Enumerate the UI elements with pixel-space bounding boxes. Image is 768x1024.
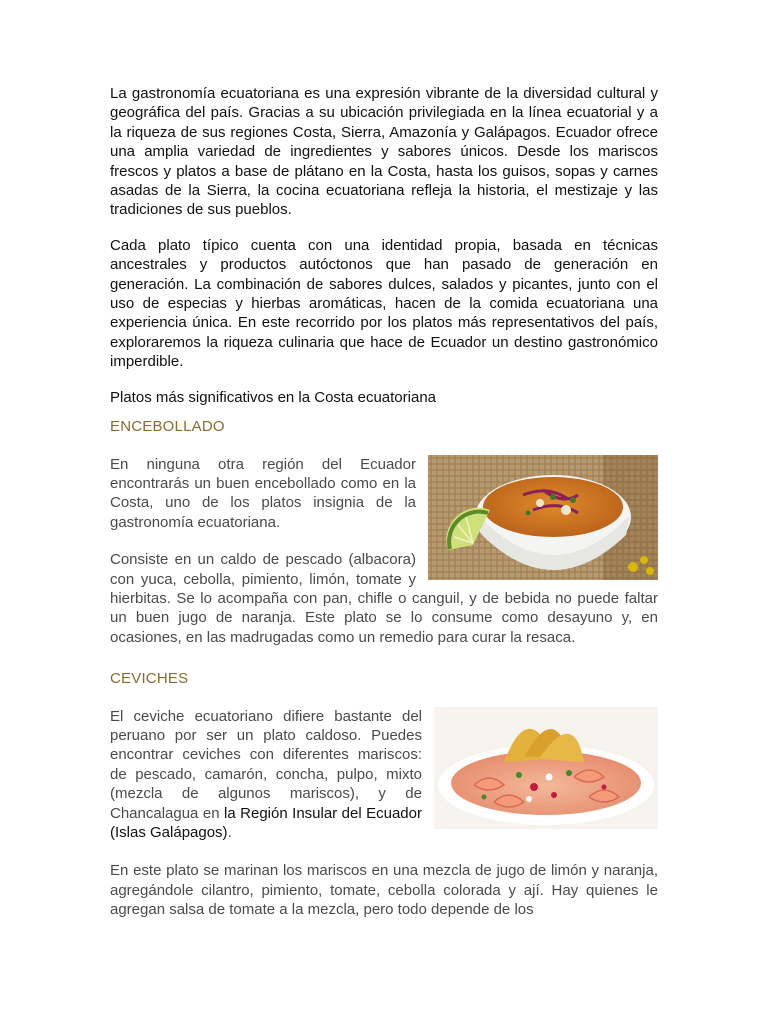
encebollado-title: ENCEBOLLADO bbox=[110, 418, 225, 436]
intro-paragraph-2: Cada plato típico cuenta con una identidad propia, basada en técnicas ancestrales y productos autóctonos que han pasado de generación en generación. La combinación de sabores dulces, salados y picantes, junto con el uso de especias y hierbas aromáticas, hacen de la comida ecuatoriana una experiencia única. En este recorrido por los platos más representativos del país, exploraremos la riqueza culinaria que hace de Ecuador un destino gastronómico imperdible. bbox=[110, 236, 658, 371]
encebollado-paragraph-1: En ninguna otra región del Ecuador encontrarás un buen encebollado como en la Costa, uno de los platos insignia de la gastronomía ecuatoriana. bbox=[110, 455, 416, 531]
encebollado-paragraph-2: Consiste en un caldo de pescado (albacora) con yuca, cebolla, pimiento, limón, tomate y hierbitas. Se lo acompaña con pan, chifle o canguil, y de bebida no puede faltar un buen jugo de naranja. Este plato se lo consume como desayuno y, en ocasiones, en las madrugadas como un remedio para curar la resaca. bbox=[110, 551, 658, 646]
section-subheading: Platos más significativos en la Costa ecuatoriana bbox=[110, 388, 437, 406]
ceviche-image bbox=[434, 707, 658, 829]
ceviches-title: CEVICHES bbox=[110, 670, 189, 688]
ceviches-paragraph-1-end: . bbox=[227, 824, 232, 841]
ceviches-paragraph-1-text: El ceviche ecuatoriano difiere bastante del peruano por ser un plato caldoso. Puedes encontrar ceviches con diferentes mariscos: de pescado, camarón, concha, pulpo, mixto (mezcla de algunos mariscos), y de Chancalagua en bbox=[110, 707, 422, 822]
document-page bbox=[110, 84, 658, 920]
ceviche-photo bbox=[434, 707, 658, 829]
encebollado-photo bbox=[428, 455, 658, 580]
ceviches-section bbox=[110, 707, 658, 920]
encebollado-section bbox=[110, 455, 658, 648]
encebollado-image bbox=[428, 455, 658, 580]
intro-paragraph-1: La gastronomía ecuatoriana es una expresión vibrante de la diversidad cultural y geográfica del país. Gracias a su ubicación privilegiada en la línea ecuatorial y a la riqueza de sus regiones Costa, Sierra, Amazonía y Galápagos. Ecuador ofrece una amplia variedad de ingredientes y sabores únicos. Desde los mariscos frescos y platos a base de plátano en la Costa, hasta los guisos, sopas y carnes asadas de la Sierra, la cocina ecuatoriana refleja la historia, el mestizaje y las tradiciones de sus pueblos. bbox=[110, 85, 658, 219]
galapagos-link[interactable]: la Región Insular del Ecuador (Islas Galápagos) bbox=[110, 804, 422, 841]
ceviches-paragraph-2: En este plato se marinan los mariscos en una mezcla de jugo de limón y naranja, agregándole cilantro, pimiento, tomate, cebolla colorada y ají. Hay quienes le agregan salsa de tomate a la mezcla, pero todo depende de los bbox=[110, 862, 658, 919]
